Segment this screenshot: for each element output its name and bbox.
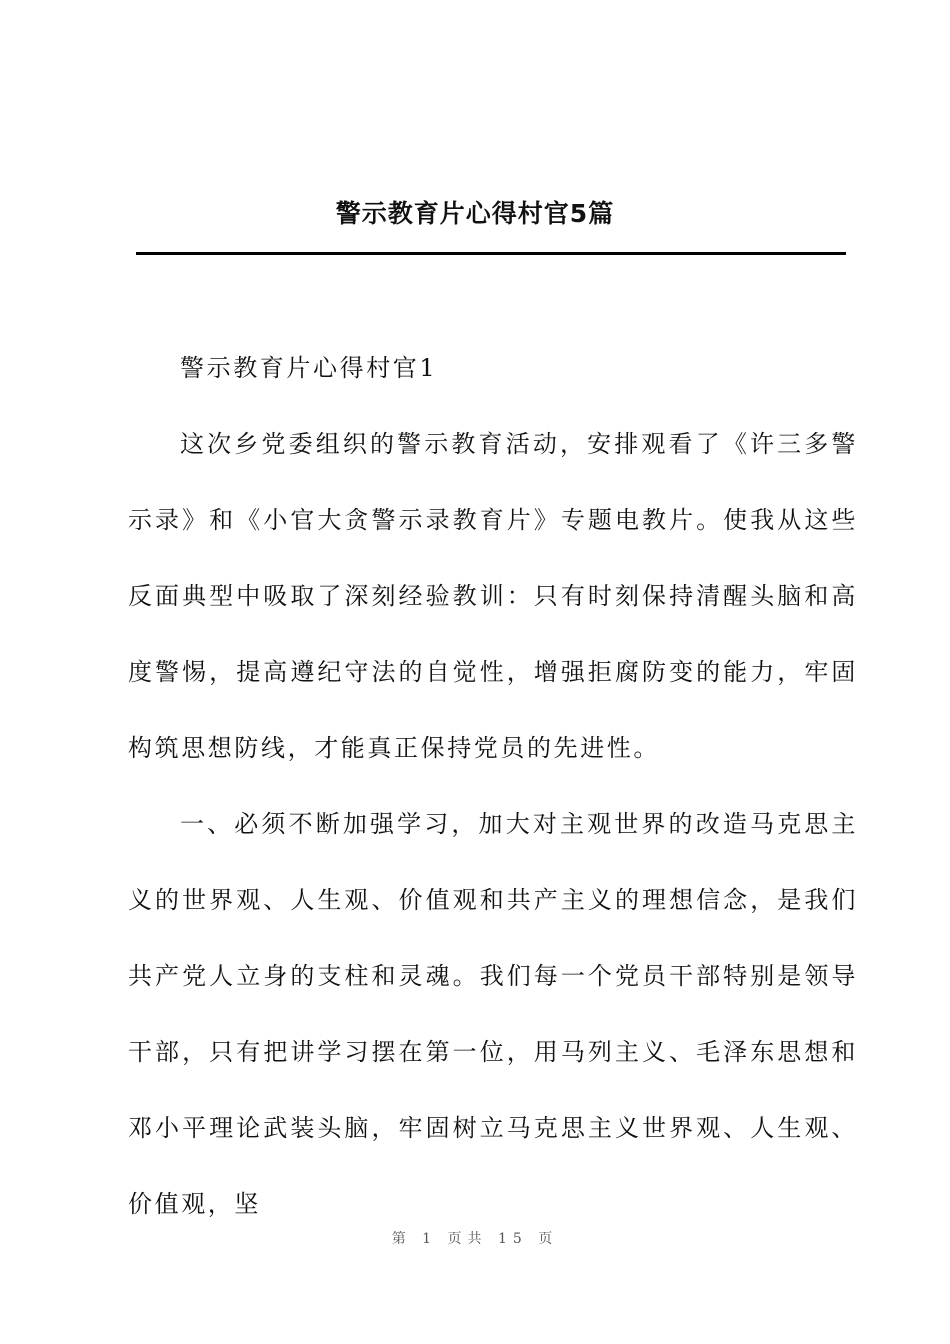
document-title: 警示教育片心得村官5篇 <box>335 199 615 228</box>
document-body <box>128 330 858 1242</box>
body-paragraph: 一、必须不断加强学习，加大对主观世界的改造马克思主义的世界观、人生观、价值观和共产主义的理想信念，是我们共产党人立身的支柱和灵魂。我们每一个党员干部特别是领导干部，只有把讲学习摆在第一位，用马列主义、毛泽东思想和邓小平理论武装头脑，牢固树立马克思主义世界观、人生观、价值观，坚 <box>128 810 858 1218</box>
section-heading: 警示教育片心得村官1 <box>180 354 438 382</box>
body-paragraph: 这次乡党委组织的警示教育活动，安排观看了《许三多警示录》和《小官大贪警示录教育片》专题电教片。使我从这些反面典型中吸取了深刻经验教训：只有时刻保持清醒头脑和高度警惕，提高遵纪守法的自觉性，增强拒腐防变的能力，牢固构筑思想防线，才能真正保持党员的先进性。 <box>128 430 858 762</box>
title-underline <box>136 252 846 255</box>
page-number-footer: 第 1 页共 15 页 <box>391 1231 559 1247</box>
